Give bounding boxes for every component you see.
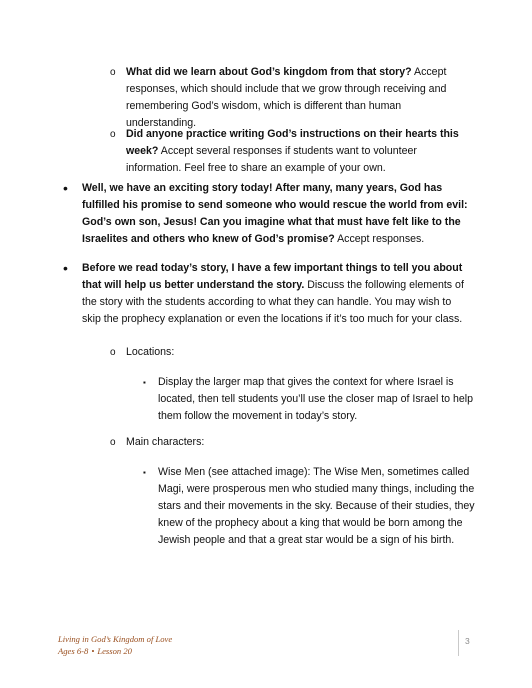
circle-bullet-icon: o <box>110 67 116 78</box>
page-footer <box>58 633 172 657</box>
before-reading-paragraph <box>82 260 472 328</box>
main-characters-detail: Wise Men (see attached image): The Wise Men, sometimes called Magi, were prosperous men who studied many things, including the stars and their movements in the sky. Because of their studies, they knew of the prophecy about a king that would be born among the Jewish people and that a great star would be a sign of his birth. <box>158 466 475 546</box>
square-bullet-icon: ▪ <box>143 378 146 387</box>
bullet-icon: • <box>63 180 68 196</box>
question-kingdom-learning <box>126 64 468 132</box>
question-kingdom-learning-bold: What did we learn about God’s kingdom from that story? <box>126 66 412 78</box>
question-practice-writing-text: Accept several responses if students want to volunteer information. Feel free to share an example of your own. <box>126 145 417 174</box>
square-bullet-icon: ▪ <box>143 468 146 477</box>
locations-label: Locations: <box>126 346 175 358</box>
footer-ages: Ages 6-8 <box>58 646 89 656</box>
exciting-story-paragraph <box>82 180 472 248</box>
page-number: 3 <box>465 636 470 646</box>
footer-lesson: Lesson 20 <box>97 646 132 656</box>
before-reading-text: Discuss the following elements of the story with the students according to what they can handle. You may wish to skip the prophecy explanation or even the locations if it’s too much for your class. <box>82 279 464 325</box>
footer-lesson-info <box>58 645 172 657</box>
exciting-story-text: Accept responses. <box>334 233 425 245</box>
exciting-story-bold: Well, we have an exciting story today! After many, many years, God has fulfilled his promise to send someone who would rescue the world from evil: God’s own son, Jesus! Can you imagine what that must have felt like to the Israelites and others who knew of God’s promise? <box>82 182 468 245</box>
question-practice-writing-bold: Did anyone practice writing God’s instructions on their hearts this week? <box>126 128 459 157</box>
circle-bullet-icon: o <box>110 347 116 358</box>
locations-detail: Display the larger map that gives the context for where Israel is located, then tell students you’ll use the closer map of Israel to help them follow the movement in today’s story. <box>158 376 474 422</box>
before-reading-bold: Before we read today’s story, I have a few important things to tell you about that will help us better understand the story. <box>82 262 463 291</box>
footer-separator: • <box>91 646 95 656</box>
circle-bullet-icon: o <box>110 129 116 140</box>
bullet-icon: • <box>63 260 68 276</box>
main-characters-label: Main characters: <box>126 436 205 448</box>
footer-curriculum-title: Living in God’s Kingdom of Love <box>58 634 173 644</box>
footer-divider <box>458 630 459 656</box>
circle-bullet-icon: o <box>110 437 116 448</box>
question-kingdom-learning-text: Accept responses, which should include that we grow through receiving and remembering God’s wisdom, which is different than human understanding. <box>126 66 447 129</box>
question-practice-writing <box>126 126 468 177</box>
